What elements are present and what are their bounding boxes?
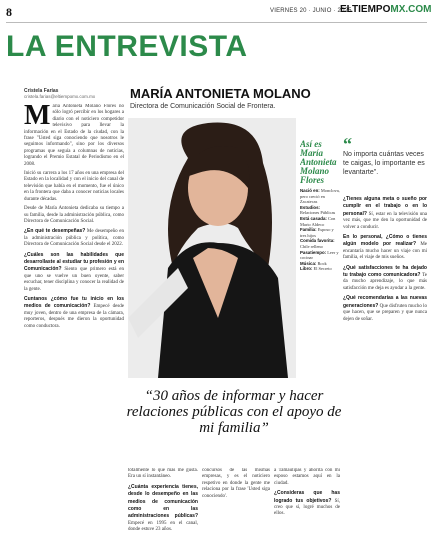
article-column-1 <box>24 104 124 554</box>
sidebar-value: Rock <box>317 260 327 266</box>
question: ¿Qué recomendarías a las nuevas generaciones? <box>343 295 427 309</box>
article-column-3 <box>202 468 270 556</box>
page-header <box>0 0 433 22</box>
portrait-illustration <box>128 118 296 378</box>
sidebar-label: Comida favorita: <box>300 238 335 244</box>
answer: Me encantaría mucho hacer un viaje con mi familia, el viaje de mis sueños. <box>343 242 427 261</box>
answer: Siento que primero está en que uno se vuelve un buen oyente, saber escuchar, tener disciplina y conocer la realidad de la gente. <box>24 267 124 292</box>
sidebar-label: Música: <box>300 260 317 266</box>
header-divider <box>6 22 427 23</box>
article-column-2 <box>128 468 198 556</box>
brand-main: ELTIEMPO <box>340 4 391 15</box>
sidebar-label: Estudios: <box>300 204 321 210</box>
question: Cuntanos ¿cómo fue tu inicio en los medios de comunicación? <box>24 295 124 310</box>
question: En lo personal, ¿Cómo o tienes algún modelo por realizar? <box>343 234 427 248</box>
question: ¿Consideras que has logrado tus objetivos? <box>274 490 340 504</box>
interviewee-photo <box>128 118 296 378</box>
article-column-4 <box>343 196 427 556</box>
sidebar-label: Libro: <box>300 266 313 272</box>
quote-mark-icon: “ <box>343 134 352 154</box>
interviewee-role: Directora de Comunicación Social de Frontera. <box>130 103 276 110</box>
answer: Sí, creo que sí, logré muchos de ellos. <box>274 498 340 517</box>
paragraph: a Tamaulipas y ahorita con mi esposo estamos aquí en la ciudad. <box>274 468 340 486</box>
question: ¿Cuánta experiencia tienes, desde lo desempeño en las medios de comunicación como en las administraciones públicas? <box>128 483 198 520</box>
paragraph: totalmente lo que más me gusta. Era un sí instantáneo. <box>128 468 198 480</box>
headline-quote: “30 años de informar y hacer relaciones públicas con el apoyo de mi familia” <box>126 388 342 436</box>
sidebar-value: Chile relleno <box>300 243 323 249</box>
profile-sidebar <box>300 140 340 420</box>
answer: Te da mucho aprendizaje, lo que más satisfacción me deja es ayudar a la gente. <box>343 273 427 291</box>
page-number: 8 <box>6 5 12 19</box>
answer: Que disfruten mucho lo que hacen, que se preparen y que nunca dejen de soñar. <box>343 303 427 322</box>
sidebar-label: Familia: <box>300 227 317 233</box>
interviewee-name: MARÍA ANTONIETA MOLANO <box>130 86 311 101</box>
sidebar-value: Relaciones Públicas <box>300 210 336 216</box>
byline-email[interactable]: cristela.farias@eltiempomx.com.mx <box>24 94 96 99</box>
answer: Sí, estar en la televisión una vez más, que me den la oportunidad de volver a conducir. <box>343 211 427 230</box>
sidebar-value: Esposo y tres hijos <box>300 227 334 238</box>
section-title: LA ENTREVISTA <box>6 30 248 63</box>
paragraph: Desde de María Antonieta dedicaba su tiempo a su familia, desde la administración pública, como Directora de Comunicación Social. <box>24 206 124 224</box>
paragraph: aría Antonieta Molano Flores no sólo logró percibir en los hogares a diario con el noticiero competidor televisivo para llevar la información en el Estado de la ciudad, con la frase "Usted siga conociendo que nosotros le seguimos informando", sino por los diversos programas que seguía a columnas de noticias, logrando el Premio Estatal de Periodismo en el 2008. <box>24 104 124 167</box>
sidebar-value: El Secreto <box>313 266 332 272</box>
pull-quote-text: No importa cuántas veces te caigas, lo importante es levantarte". <box>343 151 425 176</box>
pull-quote <box>343 134 427 177</box>
byline-author: Cristela Farías <box>24 88 59 94</box>
sidebar-label: Está casada: <box>300 215 327 221</box>
paragraph: Inició su carrera a los 17 años en una empresa del Estado en la localidad y con el inicio del canal de televisión que había en el momento, fue el único en la frontera que daba a conocer noticias locales durante décadas. <box>24 171 124 202</box>
drop-cap: M <box>24 104 51 131</box>
question: ¿Cuáles son las habilidades que desarrollaste al estudiar tu profesión y en Comunicación? <box>24 251 124 273</box>
sidebar-title: Así es María Antonieta Molano Flores <box>300 140 337 185</box>
question: ¿En qué te desempeñas? <box>24 228 86 235</box>
brand-logo[interactable] <box>340 4 431 15</box>
sidebar-label: Nació en: <box>300 188 320 193</box>
brand-suffix: MX.COM <box>390 4 432 15</box>
question: ¿Qué satisfacciones te ha dejado tu trabajo como comunicadora? <box>343 264 427 279</box>
sidebar-value: Monclova, pero creció en Zacatecas <box>300 188 340 205</box>
sidebar-value: Leer y cocinar <box>300 249 339 261</box>
answer: Empecé en 1995 en el canal, donde estuve 23 años. <box>128 520 198 533</box>
issue-date: VIERNES 20 · JUNIO · 2025 <box>270 8 352 14</box>
answer: Me desempeño en la administración pública y política, como Directora de Comunicación Social desde el 2022. <box>24 229 124 248</box>
answer: Empecé desde muy joven, dentro de una empresa de la cámara, reporteros, después me dieron la oportunidad como conductora. <box>24 304 124 329</box>
question: ¿Tienes alguna meta o sueño por cumplir en el trabajo o en lo personal? <box>343 196 427 217</box>
sidebar-label: Pasatiempo: <box>300 249 327 255</box>
sidebar-value: Con Mario Aldeco <box>300 215 336 227</box>
article-column-3b <box>274 468 340 556</box>
paragraph: concursos de las mismas empresas, y es el noticiero respetivo en donde la gente me relaciona por la frase 'Usted siga conociendo'. <box>202 468 270 499</box>
